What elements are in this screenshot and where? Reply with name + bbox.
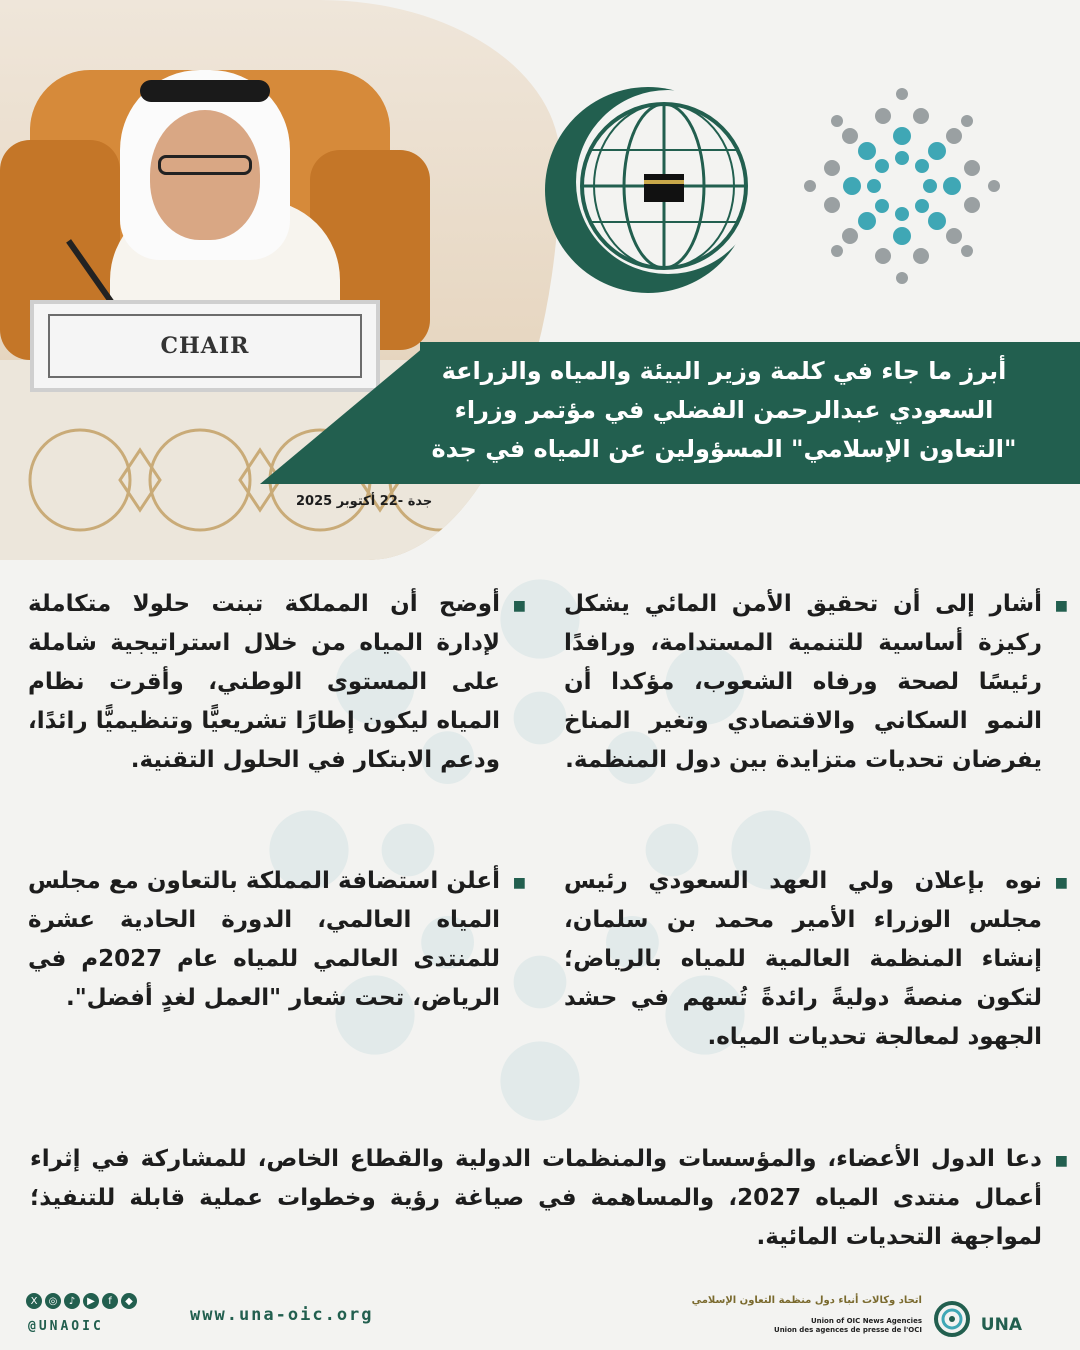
bullet-text: أعلن استضافة المملكة بالتعاون مع مجلس المياه العالمي، الدورة الحادية عشرة للمنتدى العالمي للمياه عام 2027م في الرياض، تحت شعار "العمل لغدٍ أفضل". <box>28 868 500 1011</box>
dateline: جدة -22 أكتوبر 2025 <box>296 494 433 509</box>
bullet-text: نوه بإعلان ولي العهد السعودي رئيس مجلس الوزراء الأمير محمد بن سلمان، إنشاء المنظمة العالمية للمياه بالرياض؛ لتكون منصةً دوليةً رائدةً تُسهم في حشد الجهود لمعالجة تحديات المياه. <box>564 868 1042 1050</box>
youtube-icon[interactable]: ▶ <box>83 1293 99 1309</box>
headline: أبرز ما جاء في كلمة وزير البيئة والمياه والزراعة السعودي عبدالرحمن الفضلي في مؤتمر وزراء "التعاون الإسلامي" المسؤولين عن المياه في جدة <box>431 357 1017 463</box>
una-arabic-name: اتحاد وكالات أنباء دول منظمة التعاون الإسلامي <box>691 1295 922 1306</box>
bullet-icon: ■ <box>512 875 526 891</box>
una-branding <box>691 1293 1022 1343</box>
social-handle[interactable]: @UNAOIC <box>28 1319 104 1334</box>
bullet-text: أشار إلى أن تحقيق الأمن المائي يشكل ركيزة أساسية للتنمية المستدامة، ورافدًا رئيسًا لصحة ورفاه الشعوب، مؤكدا أن النمو السكاني والاقتصادي وتغير المناخ يفرضان تحديات متزايدة بين دول المنظمة. <box>564 591 1042 773</box>
bullet-water-security <box>564 585 1068 780</box>
footer <box>0 1285 1080 1350</box>
igal <box>140 80 270 102</box>
social-icons <box>26 1293 137 1309</box>
water-conference-logo <box>804 88 1000 284</box>
website-link[interactable]: www.una-oic.org <box>190 1305 374 1325</box>
glasses <box>158 155 252 175</box>
bullet-call-to-participate <box>30 1140 1068 1257</box>
nameplate-text: CHAIR <box>48 314 362 378</box>
bullet-world-water-org <box>564 862 1068 1057</box>
person-face <box>150 110 260 240</box>
bullet-icon: ■ <box>1054 875 1068 891</box>
bullet-world-water-forum <box>28 862 526 1018</box>
una-english-name: Union of OIC News Agencies <box>810 1317 922 1325</box>
facebook-icon[interactable]: f <box>102 1293 118 1309</box>
tiktok-icon[interactable]: ♪ <box>64 1293 80 1309</box>
snapchat-icon[interactable]: ◆ <box>121 1293 137 1309</box>
oic-logo <box>545 87 760 293</box>
una-wordmark: UNA <box>980 1315 1022 1335</box>
bullet-icon: ■ <box>1054 1153 1068 1169</box>
logos <box>540 80 1010 300</box>
bullet-text: دعا الدول الأعضاء، والمؤسسات والمنظمات الدولية والقطاع الخاص، للمشاركة في إثراء أعمال منتدى المياه 2027، والمساهمة في صياغة رؤية وخطوات عملية قابلة للتنفيذ؛ لمواجهة التحديات المائية. <box>30 1146 1042 1250</box>
una-french-name: Union des agences de presse de l'OCI <box>774 1326 922 1334</box>
x-icon[interactable]: X <box>26 1293 42 1309</box>
bullet-text: أوضح أن المملكة تبنت حلولا متكاملة لإدارة المياه من خلال استراتيجية شاملة على المستوى الوطني، وأقرت نظام المياه ليكون إطارًا تشريعيًّا وتنظيميًّا رائدًا، ودعم الابتكار في الحلول التقنية. <box>28 591 500 773</box>
instagram-icon[interactable]: ◎ <box>45 1293 61 1309</box>
bullet-icon: ■ <box>1054 598 1068 614</box>
bullet-icon: ■ <box>512 598 526 614</box>
bullet-kingdom-solutions <box>28 585 526 780</box>
